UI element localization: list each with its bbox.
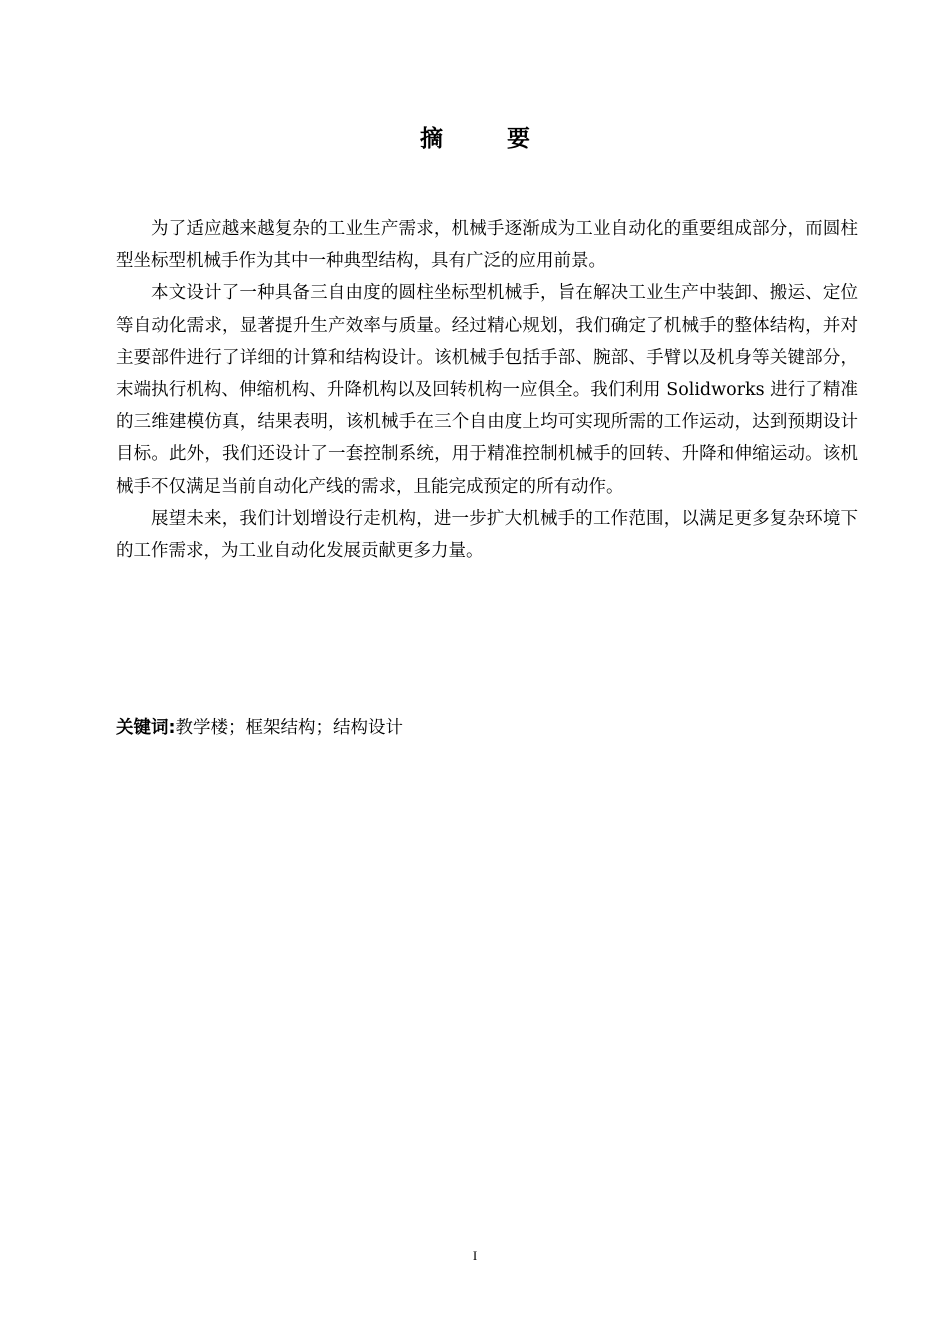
abstract-paragraph-1: 为了适应越来越复杂的工业生产需求，机械手逐渐成为工业自动化的重要组成部分，而圆柱型坐标型机械手作为其中一种典型结构，具有广泛的应用前景。 [116, 219, 858, 272]
page-number: I [472, 1248, 478, 1263]
page-title: 摘 要 [419, 126, 558, 152]
keywords-line [116, 714, 858, 742]
keywords-label: 关键词: [116, 718, 176, 738]
abstract-paragraph-3: 展望未来，我们计划增设行走机构，进一步扩大机械手的工作范围，以满足更多复杂环境下的工作需求，为工业自动化发展贡献更多力量。 [116, 508, 858, 562]
abstract-paragraph-2: 本文设计了一种具备三自由度的圆柱坐标型机械手，旨在解决工业生产中装卸、搬运、定位等自动化需求，显著提升生产效率与质量。经过精心规划，我们确定了机械手的整体结构，并对主要部件进行了详细的计算和结构设计。该机械手包括手部、腕部、手臂以及机身等关键部分，末端执行机构、伸缩机构、升降机构以及回转机构一应俱全。我们利用 Solidworks 进行了精准的三维建模仿真，结果表明，该机械手在三个自由度上均可实现所需的工作运动，达到预期设计目标。此外，我们还设计了一套控制系统，用于精准控制机械手的回转、升降和伸缩运动。该机械手不仅满足当前自动化产线的需求，且能完成预定的所有动作。 [116, 283, 858, 497]
keywords-value: 教学楼；框架结构；结构设计 [175, 718, 403, 738]
abstract-body [116, 213, 858, 567]
